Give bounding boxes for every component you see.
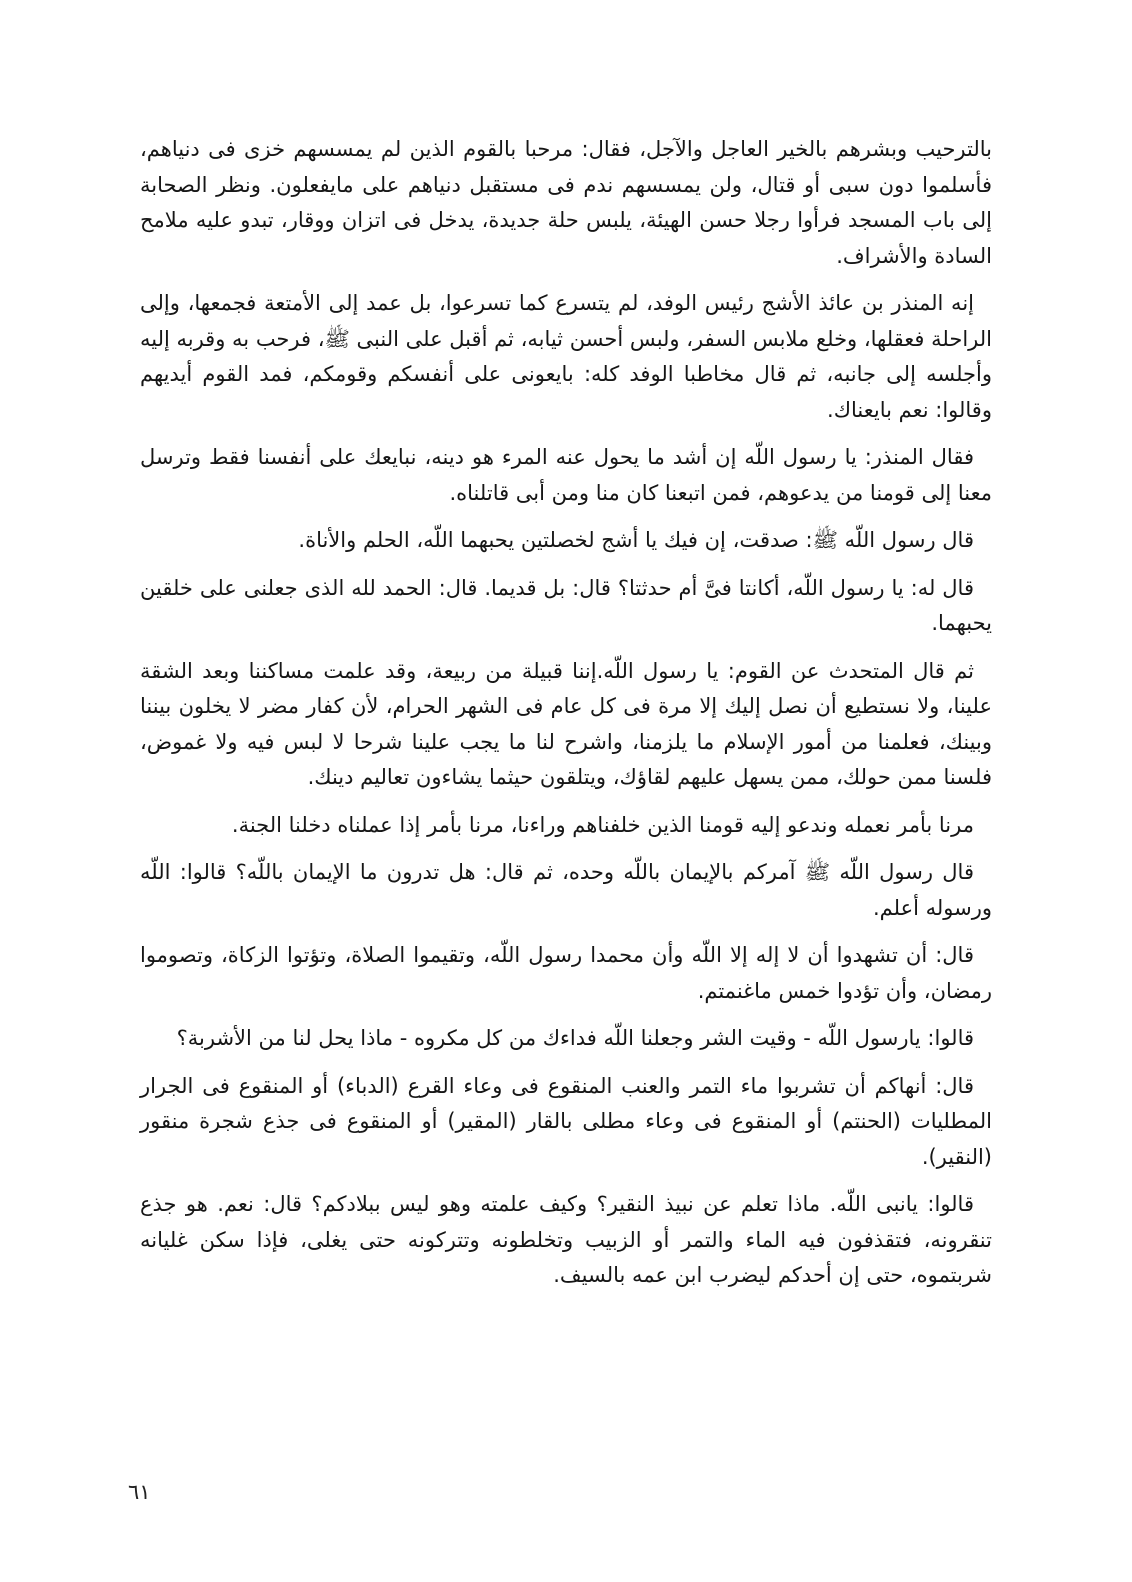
paragraph-10: قالوا: يارسول اللّه - وقيت الشر وجعلنا اللّه فداءك من كل مكروه - ماذا يحل لنا من الأشربة؟ <box>176 1026 974 1050</box>
body-text <box>140 132 992 1306</box>
paragraph-8: قال رسول اللّه ﷺ آمركم بالإيمان باللّه وحده، ثم قال: هل تدرون ما الإيمان باللّه؟ قالوا: اللّه ورسوله أعلم. <box>140 860 992 920</box>
paragraph-1: بالترحيب وبشرهم بالخير العاجل والآجل، فقال: مرحبا بالقوم الذين لم يمسسهم خزى فى دنياهم، فأسلموا دون سبى أو قتال، ولن يمسسهم ندم فى مستقبل دنياهم على مايفعلون. ونظر الصحابة إلى باب المسجد فرأوا رجلا حسن الهيئة، يلبس حلة جديدة، يدخل فى اتزان ووقار، تبدو عليه ملامح السادة والأشراف. <box>140 137 992 268</box>
paragraph-7: مرنا بأمر نعمله وندعو إليه قومنا الذين خلفناهم وراءنا، مرنا بأمر إذا عملناه دخلنا الجنة. <box>231 812 974 837</box>
paragraph-9: قال: أن تشهدوا أن لا إله إلا اللّه وأن محمدا رسول اللّه، وتقيموا الصلاة، وتؤتوا الزكاة، وتصوموا رمضان، وأن تؤدوا خمس ماغنمتم. <box>140 943 992 1003</box>
paragraph-2: إنه المنذر بن عائذ الأشج رئيس الوفد، لم يتسرع كما تسرعوا، بل عمد إلى الأمتعة فجمعها، وإلى الراحلة فعقلها، وخلع ملابس السفر، ولبس أحسن ثيابه، ثم أقبل على النبى ﷺ، فرحب به وقربه إليه وأجلسه إلى جانبه، ثم قال مخاطبا الوفد كله: بايعونى على أنفسكم وقومكم، فمد القوم أيديهم وقالوا: نعم بايعناك. <box>139 291 992 422</box>
paragraph-6: ثم قال المتحدث عن القوم: يا رسول اللّه.إننا قبيلة من ربيعة، وقد علمت مساكننا وبعد الشقة علينا، ولا نستطيع أن نصل إليك إلا مرة فى كل عام فى الشهر الحرام، لأن كفار مضر لا يخلون بيننا وبينك، فعلمنا من أمور الإسلام ما يلزمنا، واشرح لنا ما يجب علينا شرحا لا لبس فيه ولا غموض، فلسنا ممن حولك، ممن يسهل عليهم لقاؤك، ويتلقون حيثما يشاءون تعاليم دينك. <box>140 658 992 789</box>
paragraph-11: قال: أنهاكم أن تشربوا ماء التمر والعنب المنقوع فى وعاء القرع (الدباء) أو المنقوع فى الجرار المطليات (الحنتم) أو المنقوع فى وعاء مطلى بالقار (المقير) أو المنقوع فى جذع شجرة منقور (النقير). <box>140 1073 992 1169</box>
paragraph-4: قال رسول اللّه ﷺ: صدقت، إن فيك يا أشج لخصلتين يحبهما اللّه، الحلم والأناة. <box>298 528 974 552</box>
page-number: ٦١ <box>128 1480 151 1504</box>
paragraph-3: فقال المنذر: يا رسول اللّه إن أشد ما يحول عنه المرء هو دينه، نبايعك على أنفسنا فقط وترسل معنا إلى قومنا من يدعوهم، فمن اتبعنا كان منا ومن أبى قاتلناه. <box>140 445 992 505</box>
paragraph-12: قالوا: يانبى اللّه. ماذا تعلم عن نبيذ النقير؟ وكيف علمته وهو ليس ببلادكم؟ قال: نعم. هو جذع تنقرونه، فتقذفون فيه الماء والتمر أو الزبيب وتخلطونه وتتركونه حتى يغلى، فإذا سكن غليانه شربتموه، حتى إن أحدكم ليضرب ابن عمه بالسيف. <box>140 1192 992 1287</box>
paragraph-5: قال له: يا رسول اللّه، أكانتا فىَّ أم حدثتا؟ قال: بل قديما. قال: الحمد لله الذى جعلنى على خلقين يحبهما. <box>140 575 992 635</box>
